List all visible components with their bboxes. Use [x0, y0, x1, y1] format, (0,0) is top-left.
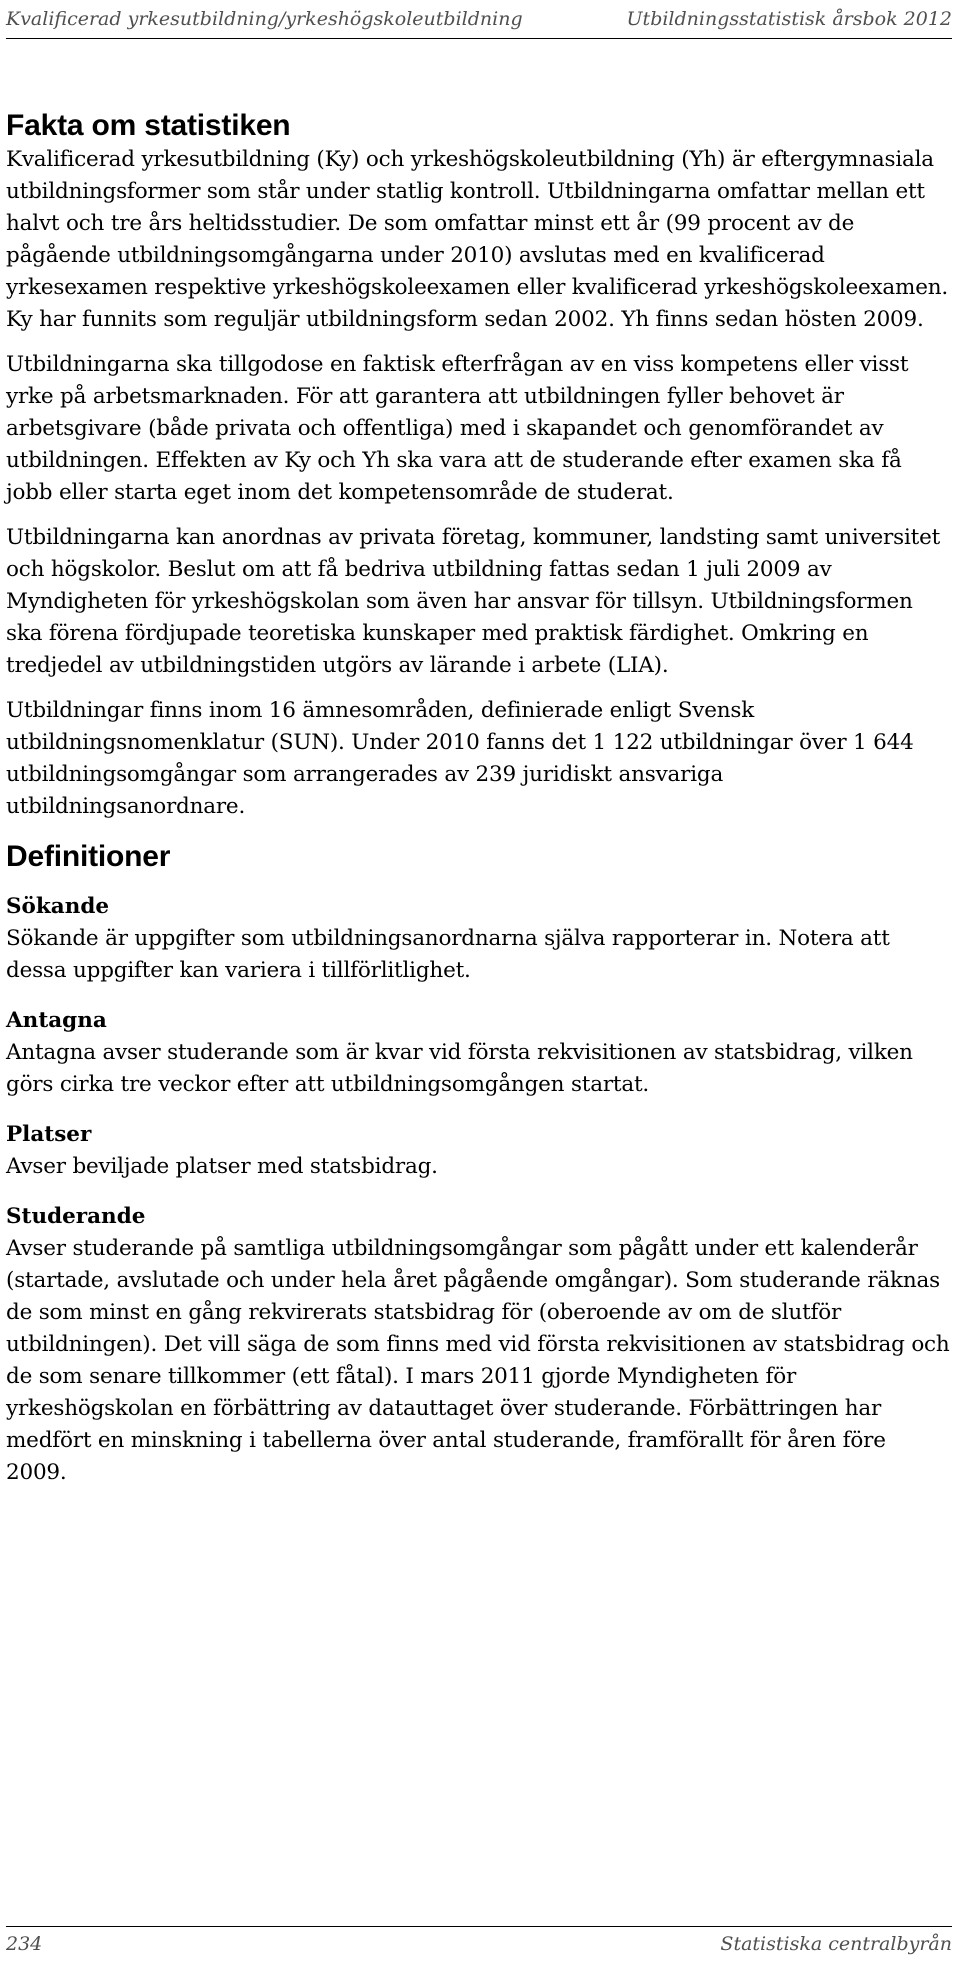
facts-paragraph-3: Utbildningarna kan anordnas av privata företag, kommuner, landsting samt universitet och högskolor. Beslut om att få bedriva utbildning fattas sedan 1 juli 2009 av Myndigheten för yrkeshögskolan som även har ansvar för tillsyn. Utbildningsformen ska förena fördjupade teoretiska kunskaper med praktisk färdighet. Omkring en tredjedel av utbildningstiden utgörs av lärande i arbete (LIA). — [6, 525, 941, 678]
page-footer — [6, 1926, 952, 1955]
page-content — [6, 108, 950, 1489]
header-book-title: Utbildningsstatistisk årsbok 2012 — [626, 8, 952, 30]
definition-term: Sökande — [6, 894, 110, 919]
page-number: 234 — [6, 1933, 43, 1955]
facts-paragraph-2: Utbildningarna ska tillgodose en faktisk efterfrågan av en viss kompetens eller visst yrke på arbetsmarknaden. För att garantera att utbildningen fyller behovet är arbetsgivare (både privata och offentliga) med i skapandet och genomförandet av utbildningen. Effekten av Ky och Yh ska vara att de studerande efter examen ska få jobb eller starta eget inom det kompetensområde de studerat. — [6, 352, 909, 505]
definition-antagna — [6, 1005, 950, 1101]
definition-term: Studerande — [6, 1204, 146, 1229]
definition-text: Sökande är uppgifter som utbildningsanordnarna själva rapporterar in. Notera att dessa uppgifter kan variera i tillförlitlighet. — [6, 926, 890, 983]
facts-heading: Fakta om statistiken — [6, 109, 291, 142]
header-chapter-title: Kvalificerad yrkesutbildning/yrkeshögskoleutbildning — [6, 8, 523, 30]
definition-sokande — [6, 891, 950, 987]
definition-term: Platser — [6, 1122, 92, 1147]
definition-platser — [6, 1119, 950, 1183]
facts-paragraph-1: Kvalificerad yrkesutbildning (Ky) och yrkeshögskoleutbildning (Yh) är eftergymnasiala utbildningsformer som står under statlig kontroll. Utbildningarna omfattar mellan ett halvt och tre års heltidsstudier. De som omfattar minst ett år (99 procent av de pågående utbildningsomgångarna under 2010) avslutas med en kvalificerad yrkesexamen respektive yrkeshögskoleexamen eller kvalificerad yrkeshögskoleexamen. Ky har funnits som reguljär utbildningsform sedan 2002. Yh finns sedan hösten 2009. — [6, 147, 949, 332]
definition-text: Avser studerande på samtliga utbildningsomgångar som pågått under ett kalenderår (startade, avslutade och under hela året pågående omgångar). Som studerande räknas de som minst en gång rekvirerats statsbidrag för (oberoende av om de slutför utbildningen). Det vill säga de som finns med vid första rekvisitionen av statsbidrag och de som senare tillkommer (ett fåtal). I mars 2011 gjorde Myndigheten för yrkeshögskolan en förbättring av datauttaget över studerande. Förbättringen har medfört en minskning i tabellerna över antal studerande, framförallt för åren före 2009. — [6, 1236, 950, 1485]
definition-text: Avser beviljade platser med statsbidrag. — [6, 1154, 438, 1179]
facts-paragraph-4: Utbildningar finns inom 16 ämnesområden, definierade enligt Svensk utbildningsnomenklatur (SUN). Under 2010 fanns det 1 122 utbildningar över 1 644 utbildningsomgångar som arrangerades av 239 juridiskt ansvariga utbildningsanordnare. — [6, 698, 914, 819]
definition-text: Antagna avser studerande som är kvar vid första rekvisitionen av statsbidrag, vilken görs cirka tre veckor efter att utbildningsomgången startat. — [6, 1040, 913, 1097]
running-header — [6, 0, 952, 39]
definition-term: Antagna — [6, 1008, 107, 1033]
definition-studerande — [6, 1201, 950, 1489]
publisher-name: Statistiska centralbyrån — [720, 1933, 952, 1955]
definitions-heading: Definitioner — [6, 840, 171, 873]
